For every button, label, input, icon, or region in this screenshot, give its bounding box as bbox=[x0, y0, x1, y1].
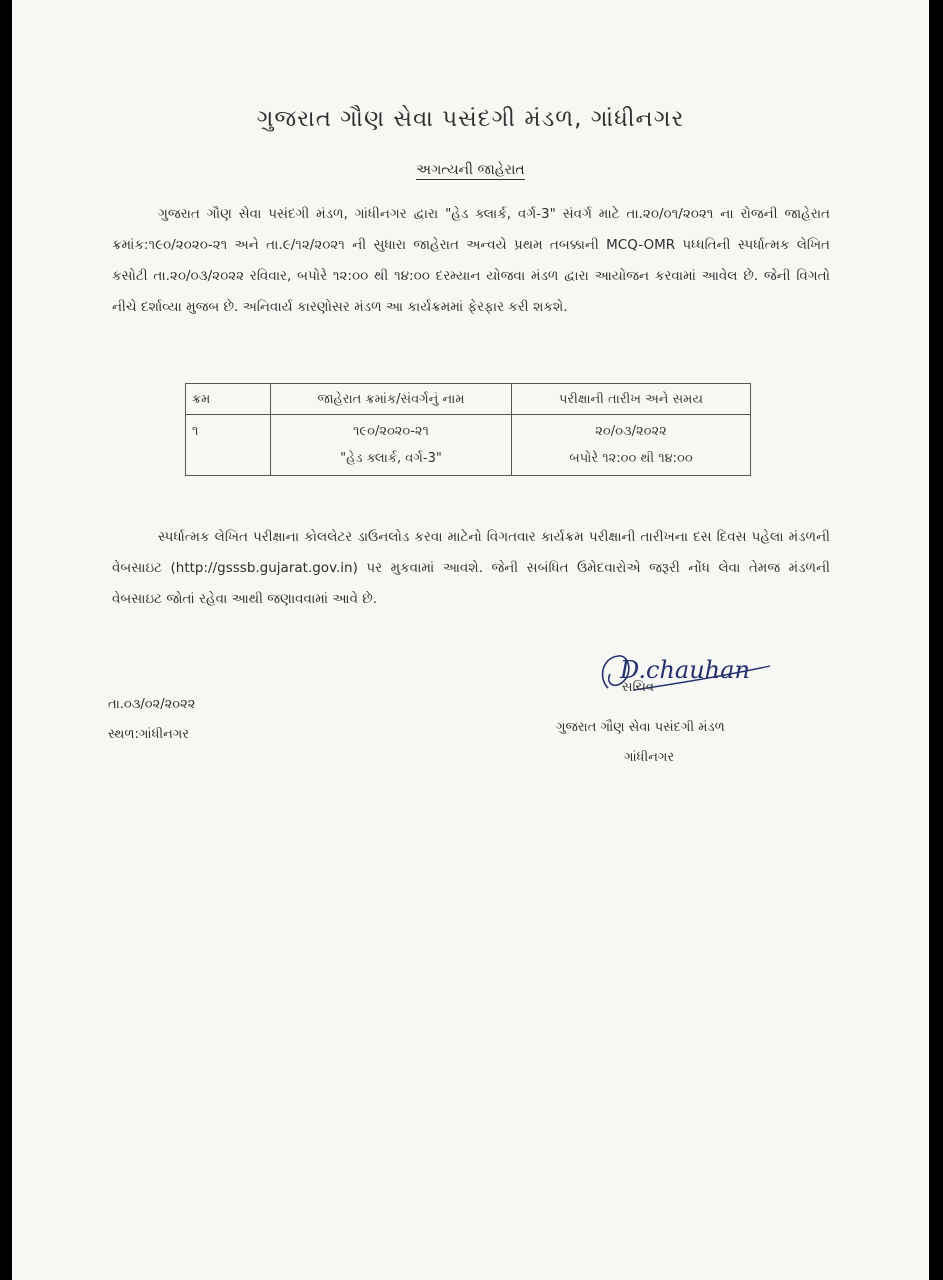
table-row bbox=[186, 415, 751, 476]
issue-date: તા.૦૩/૦૨/૨૦૨૨ bbox=[108, 697, 196, 712]
table-header-datetime: પરીક્ષાની તારીખ અને સમય bbox=[512, 384, 751, 415]
row-exam-time: બપોરે ૧૨:૦૦ થી ૧૪:૦૦ bbox=[569, 451, 693, 466]
exam-schedule-table bbox=[185, 383, 751, 476]
paragraph-1-text: ગુજરાત ગૌણ સેવા પસંદગી મંડળ, ગાંધીનગર દ્વારા "હેડ ક્લાર્ક, વર્ગ-3" સંવર્ગ માટે તા.૨૦/૦૧/૨૦૨૧ ના રોજની જાહેરાત ક્રમાંક:૧૯૦/૨૦૨૦-૨૧ અને તા.૯/૧૨/૨૦૨૧ ની સુધારા જાહેરાત અન્વયે પ્રથમ તબક્કાની MCQ-OMR પધ્ધતિની સ્પર્ધાત્મક લેખિત કસોટી તા.૨૦/૦૩/૨૦૨૨ રવિવાર, બપોરે ૧૨:૦૦ થી ૧૪:૦૦ દરમ્યાન યોજવા મંડળ દ્વારા આયોજન કરવામાં આવેલ છે. જેની વિગતો નીચે દર્શાવ્યા મુજબ છે. અનિવાર્ય કારણોસર મંડળ આ કાર્યક્રમમાં ફેરફાર કરી શકશે. bbox=[112, 206, 830, 315]
signatory-organization: ગુજરાત ગૌણ સેવા પસંદગી મંડળ bbox=[556, 720, 725, 735]
row-advt-cell bbox=[271, 415, 512, 476]
table-header-advt: જાહેરાત ક્રમાંક/સંવર્ગનું નામ bbox=[271, 384, 512, 415]
row-advt-number: ૧૯૦/૨૦૨૦-૨૧ bbox=[353, 424, 429, 439]
handwritten-signature bbox=[594, 648, 774, 696]
issue-details bbox=[108, 690, 195, 750]
table-header-serial: ક્રમ bbox=[186, 384, 271, 415]
notice-subtitle-text: અગત્યની જાહેરાત bbox=[416, 162, 525, 178]
row-exam-date: ૨૦/૦૩/૨૦૨૨ bbox=[595, 424, 667, 439]
signatory-title: સચિવ bbox=[622, 680, 654, 695]
notice-page bbox=[12, 0, 929, 1280]
notice-paragraph-2 bbox=[112, 522, 830, 615]
signature-block bbox=[542, 648, 802, 778]
row-cadre-name: "હેડ ક્લાર્ક, વર્ગ-3" bbox=[340, 451, 442, 466]
notice-subtitle bbox=[12, 162, 929, 178]
notice-paragraph-1 bbox=[112, 199, 830, 323]
page-title: ગુજરાત ગૌણ સેવા પસંદગી મંડળ, ગાંધીનગર bbox=[256, 106, 685, 132]
row-serial: ૧ bbox=[186, 415, 271, 476]
paragraph-2-text: સ્પર્ધાત્મક લેખિત પરીક્ષાના કોલલેટર ડાઉનલોડ કરવા માટેનો વિગતવાર કાર્યક્રમ પરીક્ષાની તારીખના દસ દિવસ પહેલા મંડળની વેબસાઇટ (http://gsssb.gujarat.gov.in) પર મુકવામાં આવશે. જેની સબંધિત ઉમેદવારોએ જરૂરી નોંધ લેવા તેમજ મંડળની વેબસાઇટ જોતાં રહેવા આથી જણાવવામાં આવે છે. bbox=[112, 529, 830, 607]
issue-place: સ્થળ:ગાંધીનગર bbox=[108, 727, 190, 742]
row-datetime-cell bbox=[512, 415, 751, 476]
signature-text: D.chauhan bbox=[620, 656, 750, 684]
signatory-place: ગાંધીનગર bbox=[624, 750, 675, 765]
table-header-row bbox=[186, 384, 751, 415]
